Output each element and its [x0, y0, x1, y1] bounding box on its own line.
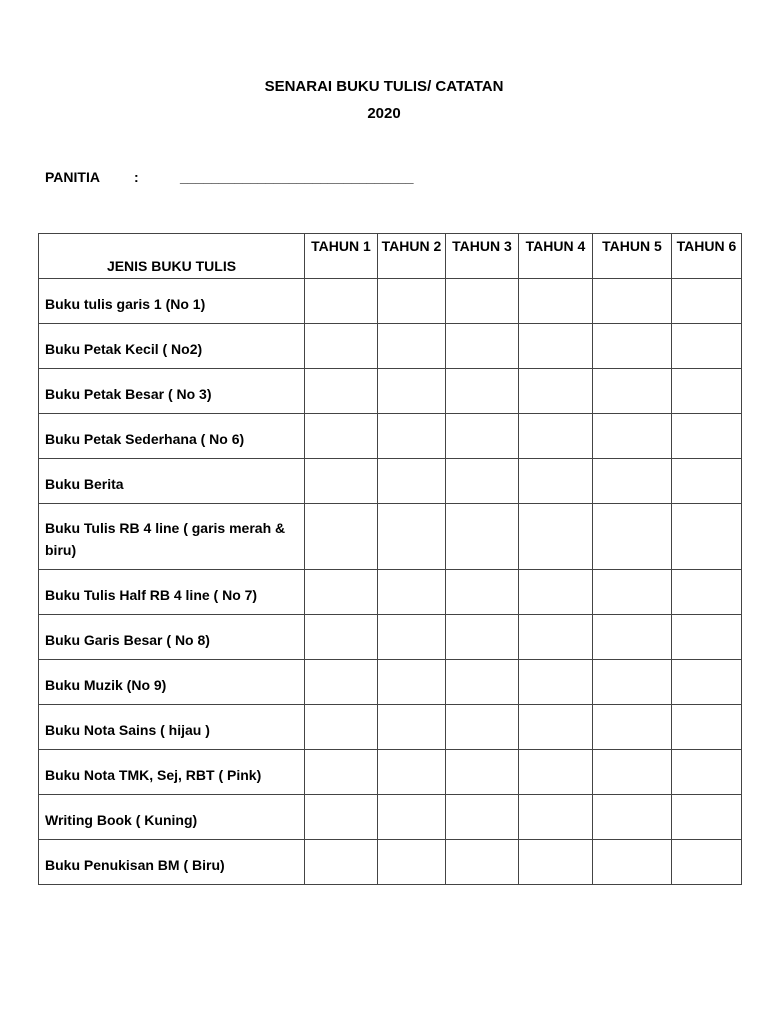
- book-type-label: Buku Nota Sains ( hijau ): [39, 705, 305, 750]
- tahun-6-cell[interactable]: [672, 279, 742, 324]
- book-type-label: Buku Penukisan BM ( Biru): [39, 840, 305, 885]
- tahun-1-cell[interactable]: [305, 660, 378, 705]
- tahun-5-cell[interactable]: [593, 414, 672, 459]
- tahun-2-cell[interactable]: [378, 795, 446, 840]
- tahun-2-cell[interactable]: [378, 324, 446, 369]
- tahun-3-cell[interactable]: [446, 279, 519, 324]
- tahun-1-cell[interactable]: [305, 279, 378, 324]
- table-row: [39, 795, 742, 840]
- tahun-5-cell[interactable]: [593, 279, 672, 324]
- tahun-2-cell[interactable]: [378, 279, 446, 324]
- tahun-4-cell[interactable]: [519, 660, 593, 705]
- book-type-label: Buku Berita: [39, 459, 305, 504]
- tahun-3-cell[interactable]: [446, 414, 519, 459]
- table-row: [39, 615, 742, 660]
- table-row: [39, 660, 742, 705]
- tahun-1-cell[interactable]: [305, 570, 378, 615]
- tahun-2-cell[interactable]: [378, 414, 446, 459]
- header-tahun-4: TAHUN 4: [519, 234, 593, 279]
- book-type-label: Buku Petak Kecil ( No2): [39, 324, 305, 369]
- table-row: [39, 324, 742, 369]
- header-jenis-buku-tulis: JENIS BUKU TULIS: [39, 234, 305, 279]
- tahun-2-cell[interactable]: [378, 459, 446, 504]
- tahun-6-cell[interactable]: [672, 660, 742, 705]
- tahun-4-cell[interactable]: [519, 615, 593, 660]
- tahun-1-cell[interactable]: [305, 459, 378, 504]
- tahun-2-cell[interactable]: [378, 369, 446, 414]
- tahun-6-cell[interactable]: [672, 324, 742, 369]
- tahun-2-cell[interactable]: [378, 660, 446, 705]
- tahun-5-cell[interactable]: [593, 570, 672, 615]
- tahun-4-cell[interactable]: [519, 279, 593, 324]
- table-row: [39, 504, 742, 570]
- header-tahun-2: TAHUN 2: [378, 234, 446, 279]
- tahun-4-cell[interactable]: [519, 504, 593, 570]
- book-list-table: [38, 233, 742, 885]
- tahun-2-cell[interactable]: [378, 705, 446, 750]
- tahun-6-cell[interactable]: [672, 570, 742, 615]
- tahun-4-cell[interactable]: [519, 705, 593, 750]
- tahun-5-cell[interactable]: [593, 459, 672, 504]
- header-tahun-6: TAHUN 6: [672, 234, 742, 279]
- tahun-1-cell[interactable]: [305, 840, 378, 885]
- book-type-label: Buku Tulis RB 4 line ( garis merah & biru): [39, 504, 305, 570]
- table-row: [39, 279, 742, 324]
- tahun-6-cell[interactable]: [672, 459, 742, 504]
- tahun-1-cell[interactable]: [305, 705, 378, 750]
- tahun-4-cell[interactable]: [519, 459, 593, 504]
- tahun-5-cell[interactable]: [593, 660, 672, 705]
- tahun-3-cell[interactable]: [446, 324, 519, 369]
- book-type-label: Buku Petak Besar ( No 3): [39, 369, 305, 414]
- tahun-5-cell[interactable]: [593, 369, 672, 414]
- tahun-3-cell[interactable]: [446, 459, 519, 504]
- header-tahun-3: TAHUN 3: [446, 234, 519, 279]
- table-row: [39, 840, 742, 885]
- book-type-label: Buku Garis Besar ( No 8): [39, 615, 305, 660]
- tahun-3-cell[interactable]: [446, 795, 519, 840]
- tahun-4-cell[interactable]: [519, 570, 593, 615]
- table-header-row: [39, 234, 742, 279]
- tahun-3-cell[interactable]: [446, 369, 519, 414]
- tahun-5-cell[interactable]: [593, 705, 672, 750]
- panitia-field: [45, 168, 414, 186]
- tahun-3-cell[interactable]: [446, 615, 519, 660]
- tahun-3-cell[interactable]: [446, 840, 519, 885]
- tahun-3-cell[interactable]: [446, 570, 519, 615]
- tahun-5-cell[interactable]: [593, 504, 672, 570]
- table-row: [39, 705, 742, 750]
- book-type-label: Buku Tulis Half RB 4 line ( No 7): [39, 570, 305, 615]
- tahun-3-cell[interactable]: [446, 705, 519, 750]
- tahun-6-cell[interactable]: [672, 795, 742, 840]
- tahun-2-cell[interactable]: [378, 750, 446, 795]
- book-type-label: Buku Nota TMK, Sej, RBT ( Pink): [39, 750, 305, 795]
- tahun-1-cell[interactable]: [305, 615, 378, 660]
- tahun-6-cell[interactable]: [672, 414, 742, 459]
- tahun-1-cell[interactable]: [305, 504, 378, 570]
- panitia-colon: :: [134, 169, 139, 185]
- table-row: [39, 414, 742, 459]
- tahun-6-cell[interactable]: [672, 750, 742, 795]
- tahun-1-cell[interactable]: [305, 324, 378, 369]
- tahun-5-cell[interactable]: [593, 795, 672, 840]
- book-type-label: Buku tulis garis 1 (No 1): [39, 279, 305, 324]
- document-year: 2020: [367, 105, 401, 122]
- tahun-6-cell[interactable]: [672, 504, 742, 570]
- tahun-5-cell[interactable]: [593, 324, 672, 369]
- tahun-2-cell[interactable]: [378, 504, 446, 570]
- table-row: [39, 750, 742, 795]
- tahun-1-cell[interactable]: [305, 369, 378, 414]
- table-row: [39, 570, 742, 615]
- panitia-label: PANITIA: [45, 169, 100, 185]
- tahun-1-cell[interactable]: [305, 414, 378, 459]
- tahun-6-cell[interactable]: [672, 705, 742, 750]
- tahun-6-cell[interactable]: [672, 369, 742, 414]
- table-row: [39, 369, 742, 414]
- tahun-1-cell[interactable]: [305, 795, 378, 840]
- tahun-6-cell[interactable]: [672, 840, 742, 885]
- tahun-3-cell[interactable]: [446, 660, 519, 705]
- book-type-label: Writing Book ( Kuning): [39, 795, 305, 840]
- header-tahun-1: TAHUN 1: [305, 234, 378, 279]
- tahun-3-cell[interactable]: [446, 750, 519, 795]
- tahun-2-cell[interactable]: [378, 570, 446, 615]
- tahun-4-cell[interactable]: [519, 324, 593, 369]
- tahun-5-cell[interactable]: [593, 750, 672, 795]
- tahun-5-cell[interactable]: [593, 615, 672, 660]
- tahun-2-cell[interactable]: [378, 840, 446, 885]
- table-row: [39, 459, 742, 504]
- tahun-5-cell[interactable]: [593, 840, 672, 885]
- panitia-blank-line: ______________________________: [180, 169, 414, 185]
- table-body: [39, 279, 742, 885]
- tahun-4-cell[interactable]: [519, 795, 593, 840]
- book-type-label: Buku Petak Sederhana ( No 6): [39, 414, 305, 459]
- book-type-label: Buku Muzik (No 9): [39, 660, 305, 705]
- tahun-6-cell[interactable]: [672, 615, 742, 660]
- tahun-1-cell[interactable]: [305, 750, 378, 795]
- header-tahun-5: TAHUN 5: [593, 234, 672, 279]
- tahun-4-cell[interactable]: [519, 750, 593, 795]
- tahun-4-cell[interactable]: [519, 414, 593, 459]
- tahun-3-cell[interactable]: [446, 504, 519, 570]
- document-title: SENARAI BUKU TULIS/ CATATAN: [264, 78, 504, 95]
- tahun-4-cell[interactable]: [519, 840, 593, 885]
- tahun-4-cell[interactable]: [519, 369, 593, 414]
- tahun-2-cell[interactable]: [378, 615, 446, 660]
